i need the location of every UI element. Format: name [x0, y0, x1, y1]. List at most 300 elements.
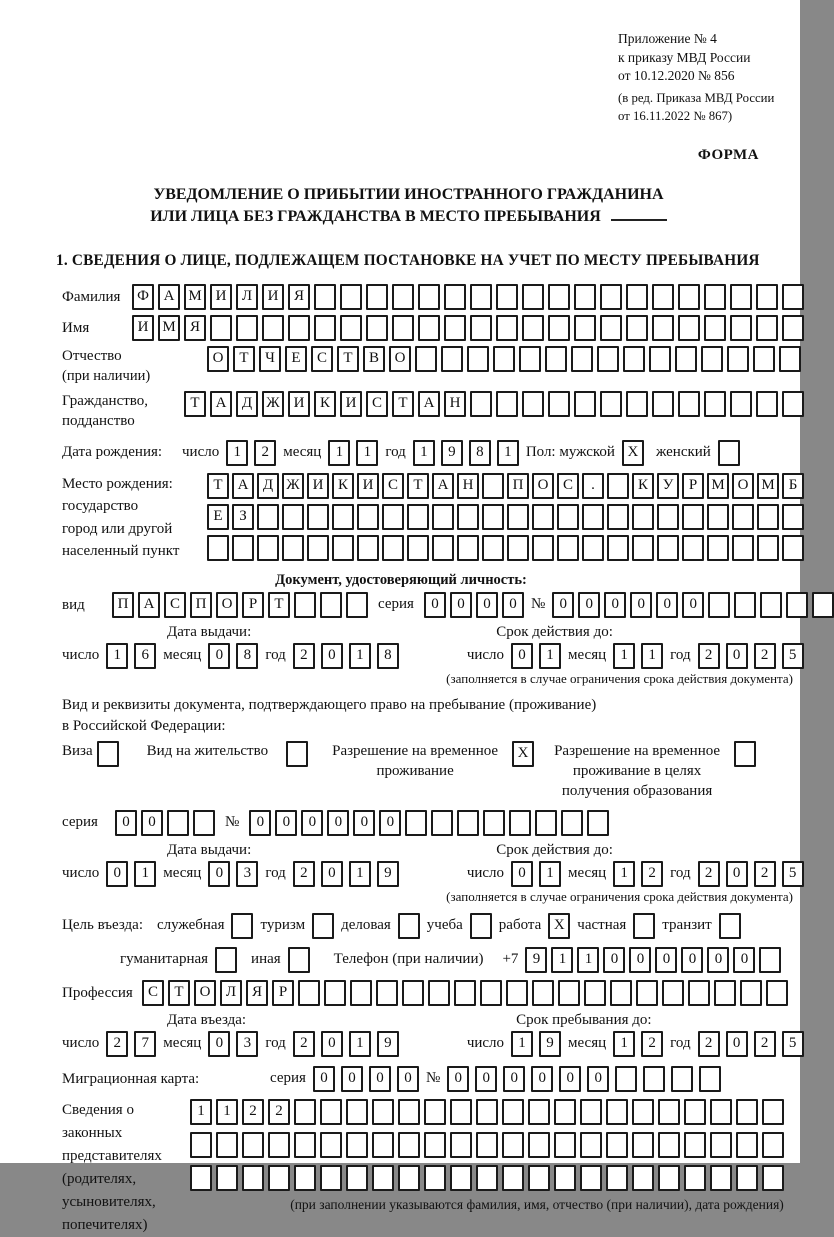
representative-cell[interactable]	[242, 1132, 264, 1158]
birth-place-cell[interactable]: А	[232, 473, 254, 499]
birth-place-cell[interactable]: И	[357, 473, 379, 499]
birth-place-cell[interactable]: О	[732, 473, 754, 499]
representative-cell[interactable]	[736, 1132, 758, 1158]
representative-cell[interactable]: 1	[216, 1099, 238, 1125]
representative-cell[interactable]	[710, 1165, 732, 1191]
representative-cell[interactable]	[502, 1132, 524, 1158]
surname-cell[interactable]	[600, 284, 622, 310]
birth-place-cell[interactable]: Т	[207, 473, 229, 499]
entry-year-cell[interactable]: 1	[349, 1031, 371, 1057]
phone-cell[interactable]: 0	[681, 947, 703, 973]
birth-place-cell[interactable]	[507, 504, 529, 530]
citizenship-cell[interactable]: Н	[444, 391, 466, 417]
birth-year-cell[interactable]: 1	[413, 440, 435, 466]
doc-kind-cell[interactable]	[320, 592, 342, 618]
issue-year-cell[interactable]: 0	[321, 861, 343, 887]
representative-cell[interactable]	[762, 1132, 784, 1158]
birth-month-cell[interactable]: 1	[328, 440, 350, 466]
birth-place-cell[interactable]	[782, 504, 804, 530]
citizenship-cell[interactable]	[522, 391, 544, 417]
patronymic-cell[interactable]: В	[363, 346, 385, 372]
valid-year-cell[interactable]: 2	[754, 643, 776, 669]
citizenship-cell[interactable]	[782, 391, 804, 417]
mk-number-cell[interactable]: 0	[503, 1066, 525, 1092]
given-name-cell[interactable]	[210, 315, 232, 341]
birth-place-cell[interactable]	[232, 535, 254, 561]
representative-cell[interactable]	[294, 1165, 316, 1191]
birth-place-cell[interactable]: Р	[682, 473, 704, 499]
mk-series-cell[interactable]: 0	[369, 1066, 391, 1092]
birth-place-cell[interactable]	[457, 504, 479, 530]
representative-cell[interactable]	[398, 1099, 420, 1125]
phone-cell[interactable]: 0	[655, 947, 677, 973]
birth-place-cell[interactable]	[707, 535, 729, 561]
representative-cell[interactable]	[736, 1099, 758, 1125]
representative-cell[interactable]: 1	[190, 1099, 212, 1125]
representative-cell[interactable]	[320, 1132, 342, 1158]
birth-place-cell[interactable]: З	[232, 504, 254, 530]
valid-day-cell[interactable]: 0	[511, 861, 533, 887]
mk-series-cell[interactable]: 0	[397, 1066, 419, 1092]
given-name-cell[interactable]	[392, 315, 414, 341]
surname-cell[interactable]	[470, 284, 492, 310]
given-name-cell[interactable]	[366, 315, 388, 341]
given-name-cell[interactable]	[756, 315, 778, 341]
birth-day-cell[interactable]: 1	[226, 440, 248, 466]
issue-day-cell[interactable]: 1	[134, 861, 156, 887]
phone-cell[interactable]: 1	[577, 947, 599, 973]
patronymic-cell[interactable]	[415, 346, 437, 372]
birth-place-cell[interactable]: .	[582, 473, 604, 499]
permit-number-cell[interactable]: 0	[353, 810, 375, 836]
surname-cell[interactable]	[782, 284, 804, 310]
patronymic-cell[interactable]	[701, 346, 723, 372]
birth-place-cell[interactable]	[332, 535, 354, 561]
patronymic-cell[interactable]	[727, 346, 749, 372]
representative-cell[interactable]	[580, 1099, 602, 1125]
permit-number-cell[interactable]	[457, 810, 479, 836]
stay-year-cell[interactable]: 2	[698, 1031, 720, 1057]
purpose-humanitarian-cell[interactable]	[215, 947, 237, 973]
representative-cell[interactable]	[554, 1165, 576, 1191]
birth-place-cell[interactable]: С	[557, 473, 579, 499]
birth-place-cell[interactable]	[432, 504, 454, 530]
mk-number-cell[interactable]: 0	[447, 1066, 469, 1092]
representative-cell[interactable]	[528, 1099, 550, 1125]
citizenship-cell[interactable]: Т	[392, 391, 414, 417]
birth-month-cell[interactable]: 1	[356, 440, 378, 466]
sex-male-cell[interactable]: X	[622, 440, 644, 466]
representative-cell[interactable]	[216, 1132, 238, 1158]
representative-cell[interactable]	[190, 1132, 212, 1158]
doc-kind-cell[interactable]	[346, 592, 368, 618]
birth-place-cell[interactable]	[257, 504, 279, 530]
birth-place-cell[interactable]	[407, 504, 429, 530]
phone-cell[interactable]: 1	[551, 947, 573, 973]
stay-day-cell[interactable]: 9	[539, 1031, 561, 1057]
birth-place-cell[interactable]	[382, 535, 404, 561]
passport-number-cell[interactable]: 0	[578, 592, 600, 618]
valid-day-cell[interactable]: 0	[511, 643, 533, 669]
surname-cell[interactable]	[756, 284, 778, 310]
mk-number-cell[interactable]	[671, 1066, 693, 1092]
surname-cell[interactable]	[574, 284, 596, 310]
given-name-cell[interactable]	[288, 315, 310, 341]
profession-cell[interactable]: Р	[272, 980, 294, 1006]
representative-cell[interactable]	[346, 1099, 368, 1125]
doc-kind-cell[interactable]: С	[164, 592, 186, 618]
patronymic-cell[interactable]	[493, 346, 515, 372]
birth-place-cell[interactable]	[632, 535, 654, 561]
issue-month-cell[interactable]: 3	[236, 861, 258, 887]
phone-cell[interactable]: 0	[629, 947, 651, 973]
purpose-other-cell[interactable]	[288, 947, 310, 973]
surname-cell[interactable]: И	[210, 284, 232, 310]
representative-cell[interactable]	[476, 1132, 498, 1158]
patronymic-cell[interactable]	[649, 346, 671, 372]
representative-cell[interactable]	[216, 1165, 238, 1191]
passport-number-cell[interactable]	[760, 592, 782, 618]
representative-cell[interactable]	[658, 1132, 680, 1158]
birth-day-cell[interactable]: 2	[254, 440, 276, 466]
representative-cell[interactable]	[346, 1132, 368, 1158]
valid-year-cell[interactable]: 5	[782, 643, 804, 669]
phone-cell[interactable]: 0	[707, 947, 729, 973]
birth-place-cell[interactable]	[282, 504, 304, 530]
given-name-cell[interactable]	[678, 315, 700, 341]
representative-cell[interactable]	[398, 1132, 420, 1158]
representative-cell[interactable]	[632, 1132, 654, 1158]
birth-place-cell[interactable]	[207, 535, 229, 561]
birth-place-cell[interactable]	[532, 504, 554, 530]
passport-number-cell[interactable]: 0	[604, 592, 626, 618]
profession-cell[interactable]	[688, 980, 710, 1006]
temp-residence-cell[interactable]: X	[512, 741, 534, 767]
doc-kind-cell[interactable]: П	[112, 592, 134, 618]
representative-cell[interactable]	[268, 1165, 290, 1191]
valid-year-cell[interactable]: 2	[754, 861, 776, 887]
birth-place-cell[interactable]	[357, 504, 379, 530]
representative-cell[interactable]	[346, 1165, 368, 1191]
issue-year-cell[interactable]: 0	[321, 643, 343, 669]
visa-cell[interactable]	[97, 741, 119, 767]
valid-year-cell[interactable]: 0	[726, 861, 748, 887]
birth-place-cell[interactable]	[607, 504, 629, 530]
representative-cell[interactable]: 2	[242, 1099, 264, 1125]
representative-cell[interactable]	[294, 1099, 316, 1125]
profession-cell[interactable]	[532, 980, 554, 1006]
issue-day-cell[interactable]: 6	[134, 643, 156, 669]
valid-day-cell[interactable]: 1	[539, 643, 561, 669]
profession-cell[interactable]	[636, 980, 658, 1006]
citizenship-cell[interactable]: И	[340, 391, 362, 417]
representative-cell[interactable]	[762, 1165, 784, 1191]
citizenship-cell[interactable]: А	[210, 391, 232, 417]
passport-number-cell[interactable]	[734, 592, 756, 618]
birth-place-cell[interactable]	[732, 535, 754, 561]
sex-female-cell[interactable]	[718, 440, 740, 466]
representative-cell[interactable]	[736, 1165, 758, 1191]
patronymic-cell[interactable]: О	[389, 346, 411, 372]
given-name-cell[interactable]	[548, 315, 570, 341]
profession-cell[interactable]	[740, 980, 762, 1006]
citizenship-cell[interactable]	[470, 391, 492, 417]
citizenship-cell[interactable]: С	[366, 391, 388, 417]
citizenship-cell[interactable]	[730, 391, 752, 417]
permit-series-cell[interactable]: 0	[141, 810, 163, 836]
profession-cell[interactable]	[298, 980, 320, 1006]
purpose-private-cell[interactable]	[633, 913, 655, 939]
patronymic-cell[interactable]	[779, 346, 801, 372]
birth-place-cell[interactable]	[607, 535, 629, 561]
given-name-cell[interactable]	[574, 315, 596, 341]
given-name-cell[interactable]	[236, 315, 258, 341]
mk-number-cell[interactable]	[643, 1066, 665, 1092]
birth-year-cell[interactable]: 1	[497, 440, 519, 466]
entry-day-cell[interactable]: 7	[134, 1031, 156, 1057]
citizenship-cell[interactable]: К	[314, 391, 336, 417]
representative-cell[interactable]	[424, 1099, 446, 1125]
permit-number-cell[interactable]	[483, 810, 505, 836]
profession-cell[interactable]	[454, 980, 476, 1006]
representative-cell[interactable]	[190, 1165, 212, 1191]
birth-place-cell[interactable]	[332, 504, 354, 530]
patronymic-cell[interactable]: Ч	[259, 346, 281, 372]
surname-cell[interactable]	[496, 284, 518, 310]
given-name-cell[interactable]	[652, 315, 674, 341]
birth-place-cell[interactable]	[682, 504, 704, 530]
birth-place-cell[interactable]	[557, 535, 579, 561]
profession-cell[interactable]	[558, 980, 580, 1006]
mk-series-cell[interactable]: 0	[341, 1066, 363, 1092]
patronymic-cell[interactable]: Т	[233, 346, 255, 372]
purpose-transit-cell[interactable]	[719, 913, 741, 939]
surname-cell[interactable]: Я	[288, 284, 310, 310]
profession-cell[interactable]	[324, 980, 346, 1006]
patronymic-cell[interactable]	[519, 346, 541, 372]
issue-month-cell[interactable]: 8	[236, 643, 258, 669]
permit-number-cell[interactable]	[431, 810, 453, 836]
profession-cell[interactable]	[402, 980, 424, 1006]
citizenship-cell[interactable]	[678, 391, 700, 417]
representative-cell[interactable]	[372, 1099, 394, 1125]
given-name-cell[interactable]: М	[158, 315, 180, 341]
representative-cell[interactable]	[502, 1165, 524, 1191]
patronymic-cell[interactable]	[623, 346, 645, 372]
doc-kind-cell[interactable]: П	[190, 592, 212, 618]
valid-month-cell[interactable]: 1	[613, 643, 635, 669]
permit-number-cell[interactable]: 0	[327, 810, 349, 836]
birth-place-cell[interactable]	[632, 504, 654, 530]
patronymic-cell[interactable]	[441, 346, 463, 372]
citizenship-cell[interactable]	[626, 391, 648, 417]
citizenship-cell[interactable]: Ж	[262, 391, 284, 417]
birth-place-cell[interactable]	[307, 535, 329, 561]
entry-month-cell[interactable]: 0	[208, 1031, 230, 1057]
birth-place-cell[interactable]	[557, 504, 579, 530]
citizenship-cell[interactable]	[496, 391, 518, 417]
issue-year-cell[interactable]: 9	[377, 861, 399, 887]
patronymic-cell[interactable]	[571, 346, 593, 372]
birth-place-cell[interactable]	[582, 535, 604, 561]
representative-cell[interactable]	[424, 1132, 446, 1158]
permit-series-cell[interactable]	[193, 810, 215, 836]
birth-place-cell[interactable]	[757, 535, 779, 561]
surname-cell[interactable]	[340, 284, 362, 310]
purpose-business-cell[interactable]	[398, 913, 420, 939]
issue-year-cell[interactable]: 2	[293, 643, 315, 669]
stay-year-cell[interactable]: 2	[754, 1031, 776, 1057]
profession-cell[interactable]: Т	[168, 980, 190, 1006]
issue-year-cell[interactable]: 8	[377, 643, 399, 669]
representative-cell[interactable]	[632, 1165, 654, 1191]
representative-cell[interactable]	[268, 1132, 290, 1158]
given-name-cell[interactable]: Я	[184, 315, 206, 341]
birth-place-cell[interactable]: М	[757, 473, 779, 499]
given-name-cell[interactable]	[782, 315, 804, 341]
passport-number-cell[interactable]	[812, 592, 834, 618]
permit-number-cell[interactable]: 0	[379, 810, 401, 836]
mk-number-cell[interactable]: 0	[475, 1066, 497, 1092]
issue-day-cell[interactable]: 0	[106, 861, 128, 887]
representative-cell[interactable]	[398, 1165, 420, 1191]
patronymic-cell[interactable]: Е	[285, 346, 307, 372]
patronymic-cell[interactable]: С	[311, 346, 333, 372]
surname-cell[interactable]	[444, 284, 466, 310]
mk-series-cell[interactable]: 0	[313, 1066, 335, 1092]
birth-place-cell[interactable]	[307, 504, 329, 530]
citizenship-cell[interactable]	[704, 391, 726, 417]
passport-number-cell[interactable]	[708, 592, 730, 618]
issue-month-cell[interactable]: 0	[208, 643, 230, 669]
profession-cell[interactable]	[428, 980, 450, 1006]
doc-kind-cell[interactable]: Т	[268, 592, 290, 618]
surname-cell[interactable]	[652, 284, 674, 310]
valid-day-cell[interactable]: 1	[539, 861, 561, 887]
birth-place-cell[interactable]	[782, 535, 804, 561]
birth-place-cell[interactable]: О	[532, 473, 554, 499]
valid-year-cell[interactable]: 5	[782, 861, 804, 887]
representative-cell[interactable]	[606, 1165, 628, 1191]
profession-cell[interactable]	[662, 980, 684, 1006]
citizenship-cell[interactable]: А	[418, 391, 440, 417]
given-name-cell[interactable]	[340, 315, 362, 341]
temp-residence-edu-cell[interactable]	[734, 741, 756, 767]
representative-cell[interactable]	[684, 1165, 706, 1191]
entry-year-cell[interactable]: 2	[293, 1031, 315, 1057]
issue-month-cell[interactable]: 0	[208, 861, 230, 887]
birth-place-cell[interactable]	[507, 535, 529, 561]
given-name-cell[interactable]	[704, 315, 726, 341]
patronymic-cell[interactable]	[545, 346, 567, 372]
given-name-cell[interactable]	[730, 315, 752, 341]
mk-number-cell[interactable]	[699, 1066, 721, 1092]
valid-year-cell[interactable]: 0	[726, 643, 748, 669]
passport-series-cell[interactable]: 0	[424, 592, 446, 618]
representative-cell[interactable]	[554, 1099, 576, 1125]
representative-cell[interactable]	[606, 1132, 628, 1158]
citizenship-cell[interactable]: И	[288, 391, 310, 417]
representative-cell[interactable]	[294, 1132, 316, 1158]
citizenship-cell[interactable]	[574, 391, 596, 417]
representative-cell[interactable]	[762, 1099, 784, 1125]
passport-number-cell[interactable]	[786, 592, 808, 618]
representative-cell[interactable]	[372, 1132, 394, 1158]
phone-cell[interactable]: 0	[603, 947, 625, 973]
citizenship-cell[interactable]	[756, 391, 778, 417]
profession-cell[interactable]: Л	[220, 980, 242, 1006]
representative-cell[interactable]: 2	[268, 1099, 290, 1125]
surname-cell[interactable]: И	[262, 284, 284, 310]
given-name-cell[interactable]	[470, 315, 492, 341]
mk-number-cell[interactable]: 0	[587, 1066, 609, 1092]
permit-number-cell[interactable]: 0	[301, 810, 323, 836]
representative-cell[interactable]	[320, 1165, 342, 1191]
representative-cell[interactable]	[528, 1132, 550, 1158]
representative-cell[interactable]	[476, 1165, 498, 1191]
representative-cell[interactable]	[710, 1099, 732, 1125]
stay-month-cell[interactable]: 2	[641, 1031, 663, 1057]
given-name-cell[interactable]	[444, 315, 466, 341]
given-name-cell[interactable]	[418, 315, 440, 341]
birth-place-cell[interactable]	[582, 504, 604, 530]
birth-place-cell[interactable]: Д	[257, 473, 279, 499]
surname-cell[interactable]	[392, 284, 414, 310]
patronymic-cell[interactable]	[467, 346, 489, 372]
birth-place-cell[interactable]	[482, 473, 504, 499]
representative-cell[interactable]	[710, 1132, 732, 1158]
birth-place-cell[interactable]	[282, 535, 304, 561]
birth-place-cell[interactable]	[482, 535, 504, 561]
permit-number-cell[interactable]	[535, 810, 557, 836]
permit-number-cell[interactable]	[587, 810, 609, 836]
representative-cell[interactable]	[554, 1132, 576, 1158]
surname-cell[interactable]	[314, 284, 336, 310]
passport-series-cell[interactable]: 0	[502, 592, 524, 618]
citizenship-cell[interactable]	[652, 391, 674, 417]
issue-year-cell[interactable]: 2	[293, 861, 315, 887]
birth-place-cell[interactable]: С	[382, 473, 404, 499]
stay-year-cell[interactable]: 0	[726, 1031, 748, 1057]
stay-day-cell[interactable]: 1	[511, 1031, 533, 1057]
patronymic-cell[interactable]: О	[207, 346, 229, 372]
birth-place-cell[interactable]: Н	[457, 473, 479, 499]
surname-cell[interactable]	[678, 284, 700, 310]
valid-month-cell[interactable]: 1	[613, 861, 635, 887]
phone-cell[interactable]: 0	[733, 947, 755, 973]
stay-month-cell[interactable]: 1	[613, 1031, 635, 1057]
entry-month-cell[interactable]: 3	[236, 1031, 258, 1057]
surname-cell[interactable]	[626, 284, 648, 310]
birth-place-cell[interactable]	[457, 535, 479, 561]
passport-number-cell[interactable]: 0	[630, 592, 652, 618]
given-name-cell[interactable]	[626, 315, 648, 341]
birth-place-cell[interactable]	[357, 535, 379, 561]
valid-year-cell[interactable]: 2	[698, 861, 720, 887]
passport-number-cell[interactable]: 0	[656, 592, 678, 618]
representative-cell[interactable]	[242, 1165, 264, 1191]
profession-cell[interactable]	[610, 980, 632, 1006]
profession-cell[interactable]	[480, 980, 502, 1006]
birth-place-cell[interactable]: У	[657, 473, 679, 499]
representative-cell[interactable]	[580, 1165, 602, 1191]
birth-place-cell[interactable]	[257, 535, 279, 561]
representative-cell[interactable]	[606, 1099, 628, 1125]
surname-cell[interactable]	[418, 284, 440, 310]
birth-place-cell[interactable]: Е	[207, 504, 229, 530]
mk-number-cell[interactable]: 0	[531, 1066, 553, 1092]
entry-year-cell[interactable]: 9	[377, 1031, 399, 1057]
